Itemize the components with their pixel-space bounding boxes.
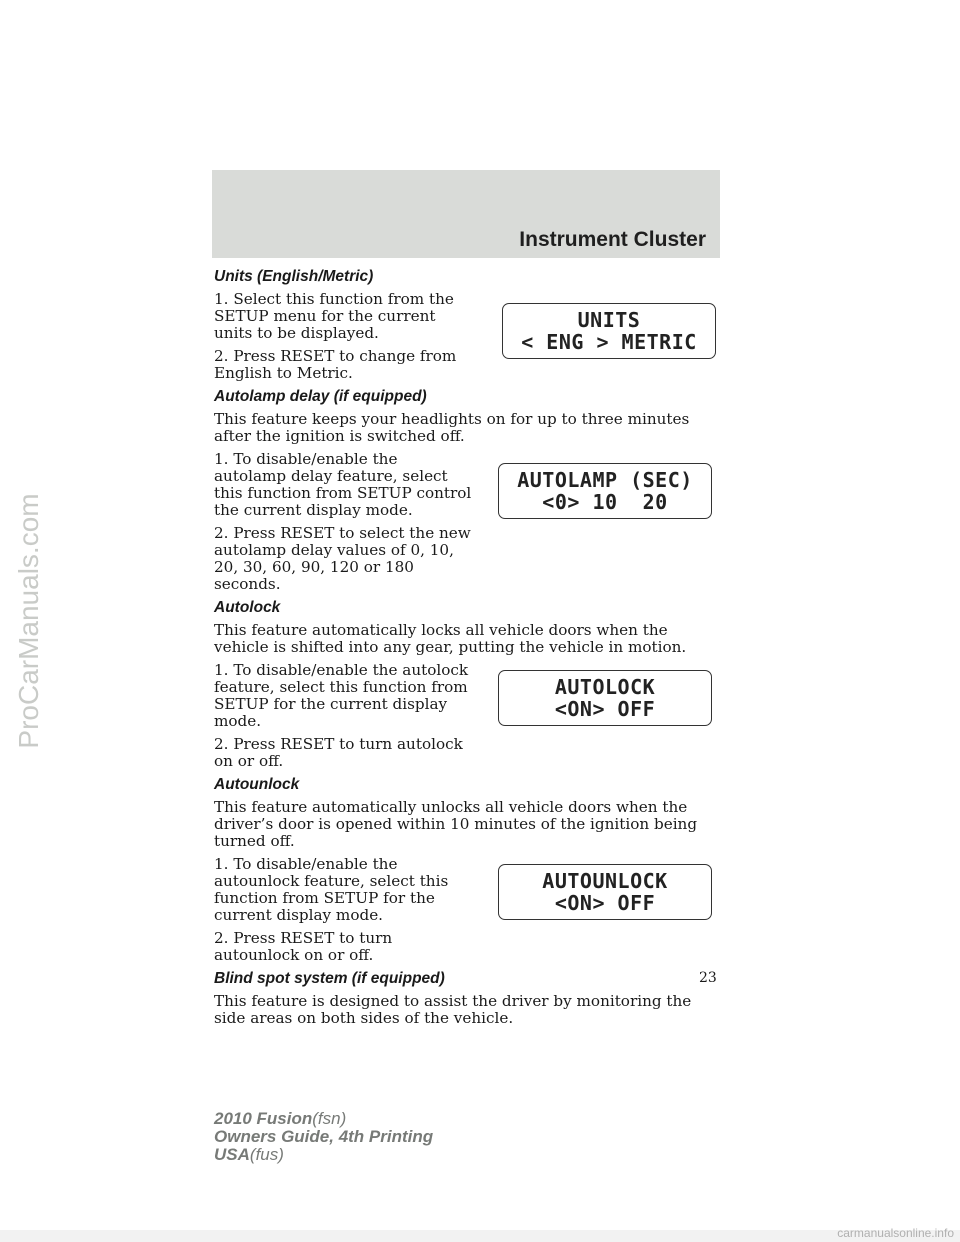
autounlock-step1: 1. To disable/enable the autounlock feature, select this function from SETUP for the current display mode. xyxy=(214,855,449,924)
autolamp-row xyxy=(214,451,724,599)
autolock-heading: Autolock xyxy=(214,599,281,616)
footer-model: 2010 Fusion xyxy=(214,1109,313,1128)
blindspot-heading: Blind spot system (if equipped) xyxy=(214,970,445,987)
footer-line2: Owners Guide, 4th Printing xyxy=(214,1127,434,1146)
autolock-display-line1: AUTOLOCK xyxy=(554,675,656,699)
units-step1: 1. Select this function from the SETUP menu for the current units to be displayed. xyxy=(214,290,454,342)
page-content xyxy=(214,268,724,1033)
autolamp-display-line2: <0> 10 20 xyxy=(542,490,668,514)
autolamp-text xyxy=(214,451,474,599)
autolock-text xyxy=(214,662,474,776)
section-header-band xyxy=(212,170,720,258)
footer-market-code: (fus) xyxy=(249,1145,284,1164)
autolamp-heading: Autolamp delay (if equipped) xyxy=(214,388,427,405)
footer-market: USA xyxy=(214,1145,250,1164)
units-step2: 2. Press RESET to change from English to Metric. xyxy=(214,347,457,382)
autolock-row xyxy=(214,662,724,776)
footer-bar xyxy=(0,1230,960,1242)
autolamp-step1: 1. To disable/enable the autolamp delay feature, select this function from SETUP control the current display mode. xyxy=(214,450,472,519)
footer-line3 xyxy=(214,1146,433,1164)
autounlock-intro: This feature automatically unlocks all vehicle doors when the driver’s door is opened within 10 minutes of the ignition being turned off. xyxy=(214,798,698,850)
units-heading: Units (English/Metric) xyxy=(214,268,374,285)
autounlock-heading: Autounlock xyxy=(214,776,300,793)
autolamp-intro: This feature keeps your headlights on for up to three minutes after the ignition is switched off. xyxy=(214,410,690,445)
autounlock-display-line2: <ON> OFF xyxy=(554,891,656,915)
autounlock-display-illustration xyxy=(498,864,712,920)
autolamp-step2: 2. Press RESET to select the new autolamp delay values of 0, 10, 20, 30, 60, 90, 120 or 180 seconds. xyxy=(214,524,471,593)
units-display-illustration xyxy=(502,303,716,359)
autolamp-display-illustration xyxy=(498,463,712,519)
autounlock-step2: 2. Press RESET to turn autounlock on or off. xyxy=(214,929,393,964)
units-display-line1: UNITS xyxy=(577,308,641,332)
watermark xyxy=(4,0,54,1242)
autolock-step1: 1. To disable/enable the autolock feature, select this function from SETUP for the current display mode. xyxy=(214,661,469,730)
autolock-intro: This feature automatically locks all vehicle doors when the vehicle is shifted into any gear, putting the vehicle in motion. xyxy=(214,621,687,656)
page-number: 23 xyxy=(699,970,717,986)
autounlock-text xyxy=(214,856,474,970)
autolock-display-line2: <ON> OFF xyxy=(554,697,656,721)
units-row xyxy=(214,291,724,388)
footer-model-code: (fsn) xyxy=(312,1109,347,1128)
footer-line1 xyxy=(214,1110,433,1128)
units-display-line2: < ENG > METRIC xyxy=(521,330,697,354)
autounlock-display-line1: AUTOUNLOCK xyxy=(542,869,668,893)
autounlock-row xyxy=(214,856,724,970)
units-text xyxy=(214,291,474,388)
blindspot-intro: This feature is designed to assist the driver by monitoring the side areas on both sides of the vehicle. xyxy=(214,992,692,1027)
section-title: Instrument Cluster xyxy=(519,228,706,251)
watermark-text: ProCarManuals.com xyxy=(13,493,44,749)
autolock-display-illustration xyxy=(498,670,712,726)
autolock-step2: 2. Press RESET to turn autolock on or off. xyxy=(214,735,463,770)
autolamp-display-line1: AUTOLAMP (SEC) xyxy=(517,468,693,492)
footer-imprint xyxy=(214,1110,433,1164)
footer-bar-text: carmanualsonline.info xyxy=(837,1226,954,1240)
